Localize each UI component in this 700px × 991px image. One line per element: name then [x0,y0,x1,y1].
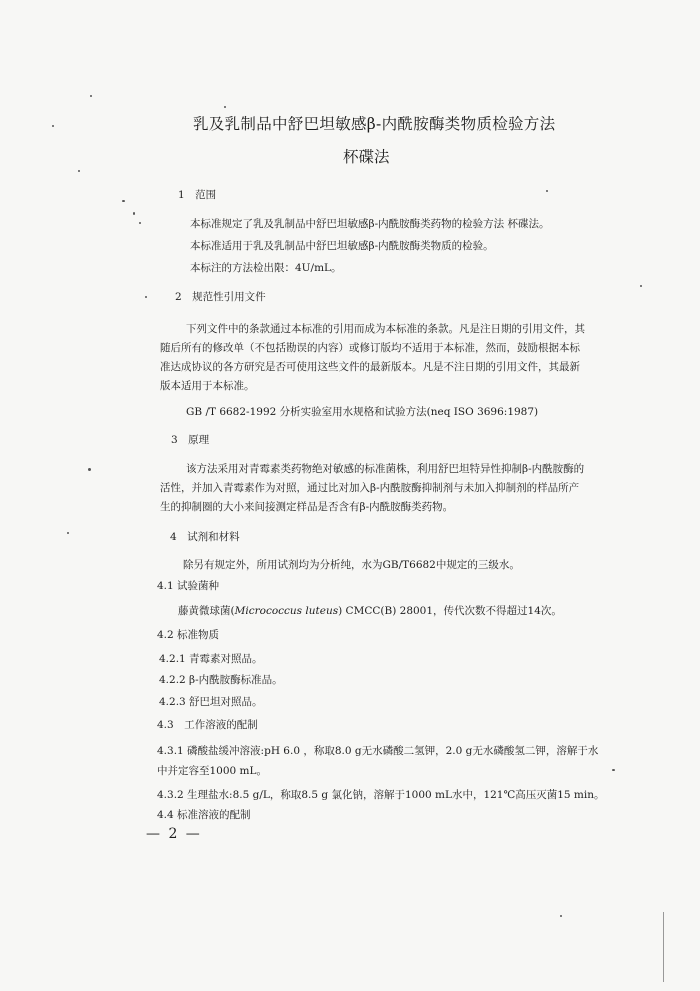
section-1-paragraph-2: 本标准适用于乳及乳制品中舒巴坦敏感β-内酰胺酶类物质的检验。 [190,240,494,252]
section-4-3-1-line-1: 4.3.1 磷酸盐缓冲溶液:pH 6.0 ，称取8.0 g无水磷酸二氢钾，2.0 g无水磷酸氢二钾，溶解于水 [157,745,599,757]
scan-speck [52,125,54,127]
scan-speck [122,200,125,202]
section-2-line-1: 下列文件中的条款通过本标准的引用而成为本标准的条款。凡是注日期的引用文件，其 [186,323,585,335]
page-number: — 2 — [146,826,202,842]
section-4-paragraph-1: 除另有规定外，所用试剂均为分析纯，水为GB/T6682中规定的三级水。 [183,559,520,571]
strain-text-end: ) CMCC(B) 28001，传代次数不得超过14次。 [338,605,562,617]
section-4-3-1-line-2: 中并定容至1000 mL。 [157,765,267,777]
section-4-4-heading: 4.4 标准溶液的配制 [157,809,251,821]
section-1-paragraph-1: 本标准规定了乳及乳制品中舒巴坦敏感β-内酰胺酶类药物的检验方法 杯碟法。 [190,218,550,230]
section-4-2-1: 4.2.1 青霉素对照品。 [159,653,263,665]
section-4-3-2: 4.3.2 生理盐水:8.5 g/L，称取8.5 g 氯化钠，溶解于1000 mL水中，121℃高压灭菌15 min。 [157,789,605,801]
section-4-2-3: 4.2.3 舒巴坦对照品。 [159,696,263,708]
scan-speck [67,532,69,534]
section-4-2-heading: 4.2 标准物质 [157,629,220,641]
strain-latin-name: Micrococcus luteus [234,605,339,617]
strain-text-start: 藤黄微球菌( [178,605,235,617]
scan-speck [78,170,80,172]
section-3-line-1: 该方法采用对青霉素类药物绝对敏感的标准菌株，利用舒巴坦特异性抑制β-内酰胺酶的 [186,463,585,475]
section-1-paragraph-3: 本标注的方法检出限：4U/mL。 [190,262,342,274]
section-3-line-3: 生的抑制圈的大小来间接测定样品是否含有β-内酰胺酶类药物。 [160,501,454,513]
section-2-line-3: 准达成协议的各方研究是否可使用这些文件的最新版本。凡是不注日期的引用文件，其最新 [160,361,580,373]
scan-speck [90,95,92,97]
scan-speck [612,769,615,771]
section-4-2-2: 4.2.2 β-内酰胺酶标准品。 [159,674,283,686]
scan-speck [145,296,147,298]
section-2-line-4: 版本适用于本标准。 [160,380,255,392]
scan-speck [640,285,642,287]
section-2-reference: GB /T 6682-1992 分析实验室用水规格和试验方法(neq ISO 3696:1987) [186,406,539,418]
scan-speck [224,106,226,108]
scan-edge-line [663,912,664,982]
section-3-heading: 3 原理 [171,434,210,446]
scan-speck [560,915,562,917]
document-subtitle: 杯碟法 [343,148,390,166]
scan-speck [546,190,548,192]
scan-speck [139,222,141,224]
section-4-1-paragraph [178,604,562,618]
document-title: 乳及乳制品中舒巴坦敏感β-内酰胺酶类物质检验方法 [193,115,556,133]
section-4-3-heading: 4.3 工作溶液的配制 [157,719,258,731]
section-4-heading: 4 试剂和材料 [170,531,240,543]
section-4-1-heading: 4.1 试验菌种 [157,580,220,592]
section-1-heading: 1 范围 [178,189,217,201]
section-2-heading: 2 规范性引用文件 [175,291,266,303]
section-3-line-2: 活性，并加入青霉素作为对照，通过比对加入β-内酰胺酶抑制剂与未加入抑制剂的样品所产 [160,482,580,494]
scan-speck [88,468,91,471]
scan-speck [133,212,135,215]
section-2-line-2: 随后所有的修改单（不包括勘误的内容）或修订版均不适用于本标准，然而，鼓励根据本标 [160,342,580,354]
